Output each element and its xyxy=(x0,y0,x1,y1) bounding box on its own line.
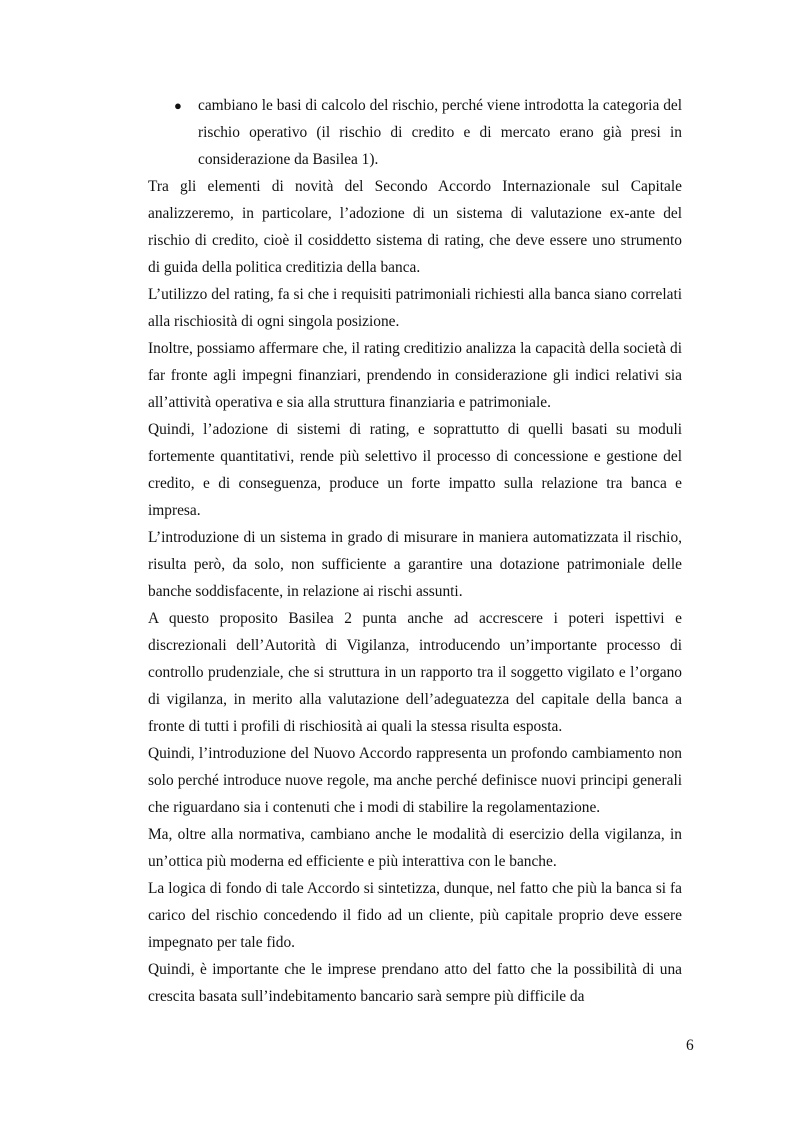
bullet-list-item xyxy=(148,92,682,173)
paragraph: A questo proposito Basilea 2 punta anche ad accrescere i poteri ispettivi e discrezionali dell’Autorità di Vigilanza, introducendo un’importante processo di controllo prudenziale, che si struttura in un rapporto tra il soggetto vigilato e l’organo di vigilanza, in merito alla valutazione dell’adeguatezza del capitale della banca a fronte di tutti i profili di rischiosità ai quali la stessa risulta esposta. xyxy=(148,610,682,735)
paragraph: Quindi, l’adozione di sistemi di rating, e soprattutto di quelli basati su moduli fortemente quantitativi, rende più selettivo il processo di concessione e gestione del credito, e di conseguenza, produce un forte impatto sulla relazione tra banca e impresa. xyxy=(148,421,682,519)
paragraph: Quindi, l’introduzione del Nuovo Accordo rappresenta un profondo cambiamento non solo perché introduce nuove regole, ma anche perché definisce nuovi principi generali che riguardano sia i contenuti che i modi di stabilire la regolamentazione. xyxy=(148,745,682,816)
paragraph: Inoltre, possiamo affermare che, il rating creditizio analizza la capacità della società di far fronte agli impegni finanziari, prendendo in considerazione gli indici relativi sia all’attività operativa e sia alla struttura finanziaria e patrimoniale. xyxy=(148,340,682,411)
bullet-text: cambiano le basi di calcolo del rischio, perché viene introdotta la categoria del rischio operativo (il rischio di credito e di mercato erano già presi in considerazione da Basilea 1). xyxy=(198,97,682,168)
paragraph: Tra gli elementi di novità del Secondo Accordo Internazionale sul Capitale analizzeremo, in particolare, l’adozione di un sistema di valutazione ex-ante del rischio di credito, cioè il cosiddetto sistema di rating, che deve essere uno strumento di guida della politica creditizia della banca. xyxy=(148,178,682,276)
paragraph: L’utilizzo del rating, fa si che i requisiti patrimoniali richiesti alla banca siano correlati alla rischiosità di ogni singola posizione. xyxy=(148,286,682,330)
page-number: 6 xyxy=(686,1037,694,1054)
document-body xyxy=(148,92,682,1010)
paragraph: Quindi, è importante che le imprese prendano atto del fatto che la possibilità di una crescita basata sull’indebitamento bancario sarà sempre più difficile da xyxy=(148,961,682,1005)
bullet-icon: ● xyxy=(174,98,182,113)
paragraph: L’introduzione di un sistema in grado di misurare in maniera automatizzata il rischio, risulta però, da solo, non sufficiente a garantire una dotazione patrimoniale delle banche soddisfacente, in relazione ai rischi assunti. xyxy=(148,529,682,600)
paragraph: La logica di fondo di tale Accordo si sintetizza, dunque, nel fatto che più la banca si fa carico del rischio concedendo il fido ad un cliente, più capitale proprio deve essere impegnato per tale fido. xyxy=(148,880,682,951)
paragraph: Ma, oltre alla normativa, cambiano anche le modalità di esercizio della vigilanza, in un’ottica più moderna ed efficiente e più interattiva con le banche. xyxy=(148,826,682,870)
